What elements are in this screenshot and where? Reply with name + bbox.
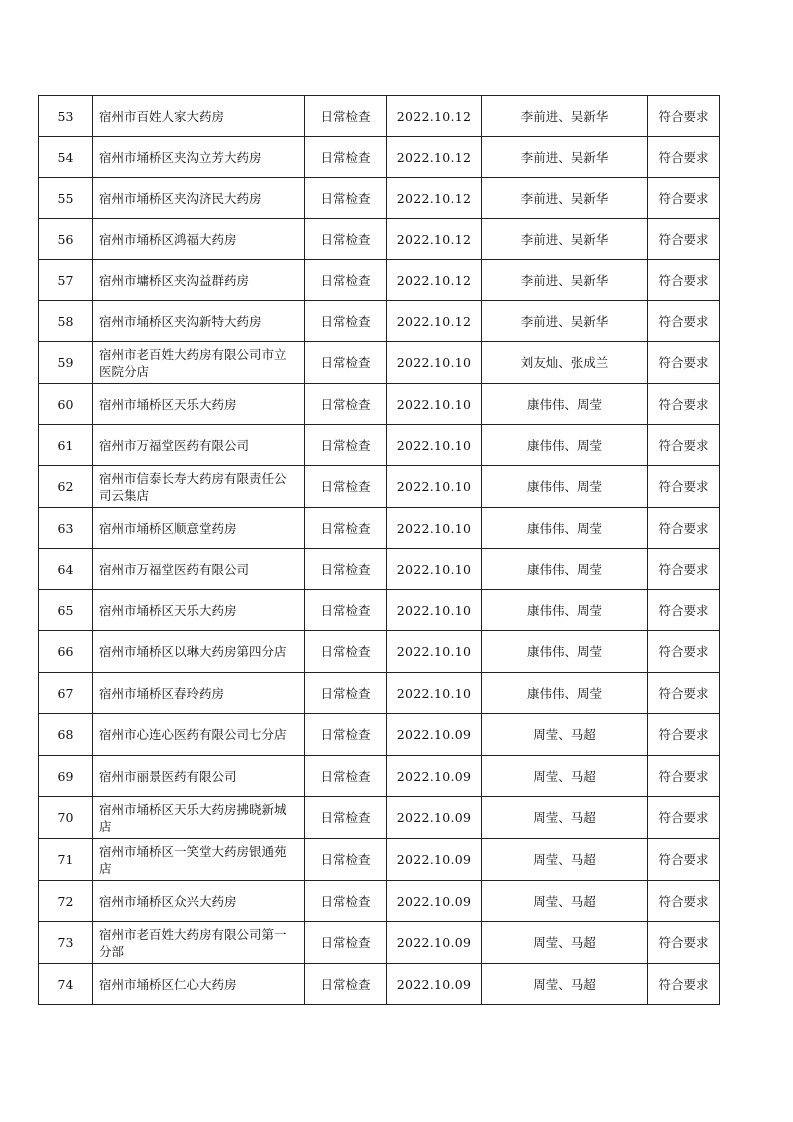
inspection-result-cell: 符合要求 <box>648 756 720 797</box>
inspection-type-cell: 日常检查 <box>305 673 387 714</box>
row-number-cell: 68 <box>39 714 93 756</box>
pharmacy-name-cell: 宿州市心连心医药有限公司七分店 <box>93 714 305 756</box>
pharmacy-name-cell: 宿州市埇桥区以琳大药房第四分店 <box>93 631 305 673</box>
inspection-type-cell: 日常检查 <box>305 590 387 631</box>
inspection-type-cell: 日常检查 <box>305 508 387 549</box>
inspectors-cell: 周莹、马超 <box>482 797 648 839</box>
inspection-result-cell: 符合要求 <box>648 384 720 425</box>
inspectors-cell: 周莹、马超 <box>482 922 648 964</box>
table-row <box>39 797 720 839</box>
inspection-date-cell: 2022.10.09 <box>387 714 482 756</box>
inspection-result-cell: 符合要求 <box>648 631 720 673</box>
pharmacy-name-cell: 宿州市信泰长寿大药房有限责任公司云集店 <box>93 466 305 508</box>
pharmacy-name-cell: 宿州市百姓人家大药房 <box>93 96 305 137</box>
inspection-result-cell: 符合要求 <box>648 260 720 301</box>
inspection-date-cell: 2022.10.10 <box>387 384 482 425</box>
inspection-date-cell: 2022.10.10 <box>387 425 482 466</box>
inspection-result-cell: 符合要求 <box>648 922 720 964</box>
inspection-date-cell: 2022.10.10 <box>387 549 482 590</box>
inspection-type-cell: 日常检查 <box>305 881 387 922</box>
inspectors-cell: 李前进、吴新华 <box>482 301 648 342</box>
inspection-date-cell: 2022.10.12 <box>387 260 482 301</box>
inspection-type-cell: 日常检查 <box>305 964 387 1005</box>
pharmacy-name-cell: 宿州市埇桥区夹沟济民大药房 <box>93 178 305 219</box>
table-row <box>39 96 720 137</box>
inspectors-cell: 李前进、吴新华 <box>482 219 648 260</box>
pharmacy-name-cell: 宿州市埇桥区天乐大药房拂晓新城店 <box>93 797 305 839</box>
inspection-type-cell: 日常检查 <box>305 301 387 342</box>
inspection-type-cell: 日常检查 <box>305 178 387 219</box>
pharmacy-name-cell: 宿州市埇桥区天乐大药房 <box>93 384 305 425</box>
inspection-result-cell: 符合要求 <box>648 964 720 1005</box>
table-row <box>39 922 720 964</box>
inspection-type-cell: 日常检查 <box>305 137 387 178</box>
inspectors-cell: 康伟伟、周莹 <box>482 466 648 508</box>
inspectors-cell: 周莹、马超 <box>482 714 648 756</box>
pharmacy-name-cell: 宿州市埇桥区夹沟新特大药房 <box>93 301 305 342</box>
inspection-date-cell: 2022.10.09 <box>387 756 482 797</box>
table-row <box>39 673 720 714</box>
row-number-cell: 62 <box>39 466 93 508</box>
table-row <box>39 137 720 178</box>
table-row <box>39 756 720 797</box>
inspection-type-cell: 日常检查 <box>305 425 387 466</box>
inspection-result-cell: 符合要求 <box>648 425 720 466</box>
inspectors-cell: 李前进、吴新华 <box>482 137 648 178</box>
row-number-cell: 53 <box>39 96 93 137</box>
pharmacy-name-cell: 宿州市埇桥区天乐大药房 <box>93 590 305 631</box>
row-number-cell: 70 <box>39 797 93 839</box>
inspection-type-cell: 日常检查 <box>305 631 387 673</box>
row-number-cell: 55 <box>39 178 93 219</box>
table-row <box>39 839 720 881</box>
inspectors-cell: 周莹、马超 <box>482 964 648 1005</box>
inspection-result-cell: 符合要求 <box>648 881 720 922</box>
inspection-result-cell: 符合要求 <box>648 590 720 631</box>
pharmacy-name-cell: 宿州市埇桥区顺意堂药房 <box>93 508 305 549</box>
inspection-date-cell: 2022.10.12 <box>387 137 482 178</box>
table-row <box>39 342 720 384</box>
inspection-result-cell: 符合要求 <box>648 673 720 714</box>
row-number-cell: 63 <box>39 508 93 549</box>
row-number-cell: 57 <box>39 260 93 301</box>
inspection-date-cell: 2022.10.12 <box>387 178 482 219</box>
inspection-type-cell: 日常检查 <box>305 219 387 260</box>
inspection-type-cell: 日常检查 <box>305 922 387 964</box>
pharmacy-name-cell: 宿州市埇桥区众兴大药房 <box>93 881 305 922</box>
inspection-table-body <box>39 96 720 1005</box>
row-number-cell: 74 <box>39 964 93 1005</box>
row-number-cell: 58 <box>39 301 93 342</box>
table-row <box>39 508 720 549</box>
inspection-date-cell: 2022.10.12 <box>387 96 482 137</box>
inspection-type-cell: 日常检查 <box>305 756 387 797</box>
inspection-result-cell: 符合要求 <box>648 714 720 756</box>
inspection-type-cell: 日常检查 <box>305 466 387 508</box>
inspection-result-cell: 符合要求 <box>648 797 720 839</box>
row-number-cell: 60 <box>39 384 93 425</box>
inspectors-cell: 康伟伟、周莹 <box>482 673 648 714</box>
inspection-type-cell: 日常检查 <box>305 797 387 839</box>
inspection-date-cell: 2022.10.10 <box>387 342 482 384</box>
inspection-result-cell: 符合要求 <box>648 137 720 178</box>
inspection-type-cell: 日常检查 <box>305 384 387 425</box>
inspection-date-cell: 2022.10.09 <box>387 922 482 964</box>
inspection-date-cell: 2022.10.10 <box>387 631 482 673</box>
inspection-type-cell: 日常检查 <box>305 549 387 590</box>
row-number-cell: 72 <box>39 881 93 922</box>
table-row <box>39 178 720 219</box>
inspection-result-cell: 符合要求 <box>648 508 720 549</box>
table-row <box>39 964 720 1005</box>
inspectors-cell: 周莹、马超 <box>482 881 648 922</box>
row-number-cell: 54 <box>39 137 93 178</box>
table-row <box>39 260 720 301</box>
inspection-result-cell: 符合要求 <box>648 219 720 260</box>
inspectors-cell: 李前进、吴新华 <box>482 178 648 219</box>
row-number-cell: 64 <box>39 549 93 590</box>
inspectors-cell: 康伟伟、周莹 <box>482 508 648 549</box>
inspection-result-cell: 符合要求 <box>648 178 720 219</box>
pharmacy-name-cell: 宿州市丽景医药有限公司 <box>93 756 305 797</box>
table-row <box>39 425 720 466</box>
table-row <box>39 714 720 756</box>
row-number-cell: 69 <box>39 756 93 797</box>
row-number-cell: 61 <box>39 425 93 466</box>
pharmacy-name-cell: 宿州市老百姓大药房有限公司第一分部 <box>93 922 305 964</box>
inspection-type-cell: 日常检查 <box>305 839 387 881</box>
inspectors-cell: 康伟伟、周莹 <box>482 590 648 631</box>
inspection-date-cell: 2022.10.10 <box>387 673 482 714</box>
inspection-result-cell: 符合要求 <box>648 96 720 137</box>
inspection-result-cell: 符合要求 <box>648 839 720 881</box>
table-row <box>39 590 720 631</box>
row-number-cell: 65 <box>39 590 93 631</box>
row-number-cell: 59 <box>39 342 93 384</box>
pharmacy-name-cell: 宿州市万福堂医药有限公司 <box>93 549 305 590</box>
inspectors-cell: 周莹、马超 <box>482 839 648 881</box>
pharmacy-name-cell: 宿州市老百姓大药房有限公司市立医院分店 <box>93 342 305 384</box>
pharmacy-name-cell: 宿州市万福堂医药有限公司 <box>93 425 305 466</box>
inspectors-cell: 康伟伟、周莹 <box>482 425 648 466</box>
row-number-cell: 67 <box>39 673 93 714</box>
table-row <box>39 219 720 260</box>
inspection-date-cell: 2022.10.09 <box>387 881 482 922</box>
inspectors-cell: 康伟伟、周莹 <box>482 384 648 425</box>
row-number-cell: 56 <box>39 219 93 260</box>
table-row <box>39 549 720 590</box>
inspection-type-cell: 日常检查 <box>305 260 387 301</box>
inspection-date-cell: 2022.10.09 <box>387 797 482 839</box>
inspectors-cell: 李前进、吴新华 <box>482 260 648 301</box>
table-row <box>39 631 720 673</box>
table-row <box>39 881 720 922</box>
inspection-type-cell: 日常检查 <box>305 342 387 384</box>
inspection-date-cell: 2022.10.12 <box>387 219 482 260</box>
table-row <box>39 466 720 508</box>
pharmacy-name-cell: 宿州市埇桥区仁心大药房 <box>93 964 305 1005</box>
inspection-date-cell: 2022.10.09 <box>387 964 482 1005</box>
inspection-date-cell: 2022.10.12 <box>387 301 482 342</box>
row-number-cell: 71 <box>39 839 93 881</box>
inspection-table <box>38 95 720 1005</box>
inspection-result-cell: 符合要求 <box>648 342 720 384</box>
table-row <box>39 384 720 425</box>
pharmacy-name-cell: 宿州市墉桥区夹沟益群药房 <box>93 260 305 301</box>
inspectors-cell: 康伟伟、周莹 <box>482 631 648 673</box>
inspection-date-cell: 2022.10.10 <box>387 508 482 549</box>
pharmacy-name-cell: 宿州市埇桥区一笑堂大药房银通苑店 <box>93 839 305 881</box>
inspection-type-cell: 日常检查 <box>305 96 387 137</box>
inspectors-cell: 康伟伟、周莹 <box>482 549 648 590</box>
pharmacy-name-cell: 宿州市埇桥区春玲药房 <box>93 673 305 714</box>
row-number-cell: 66 <box>39 631 93 673</box>
inspection-date-cell: 2022.10.10 <box>387 590 482 631</box>
inspection-result-cell: 符合要求 <box>648 466 720 508</box>
inspection-date-cell: 2022.10.09 <box>387 839 482 881</box>
pharmacy-name-cell: 宿州市埇桥区夹沟立芳大药房 <box>93 137 305 178</box>
inspectors-cell: 刘友灿、张成兰 <box>482 342 648 384</box>
inspection-date-cell: 2022.10.10 <box>387 466 482 508</box>
inspection-result-cell: 符合要求 <box>648 301 720 342</box>
table-row <box>39 301 720 342</box>
pharmacy-name-cell: 宿州市埇桥区鸿福大药房 <box>93 219 305 260</box>
inspectors-cell: 周莹、马超 <box>482 756 648 797</box>
inspection-type-cell: 日常检查 <box>305 714 387 756</box>
inspectors-cell: 李前进、吴新华 <box>482 96 648 137</box>
inspection-result-cell: 符合要求 <box>648 549 720 590</box>
row-number-cell: 73 <box>39 922 93 964</box>
